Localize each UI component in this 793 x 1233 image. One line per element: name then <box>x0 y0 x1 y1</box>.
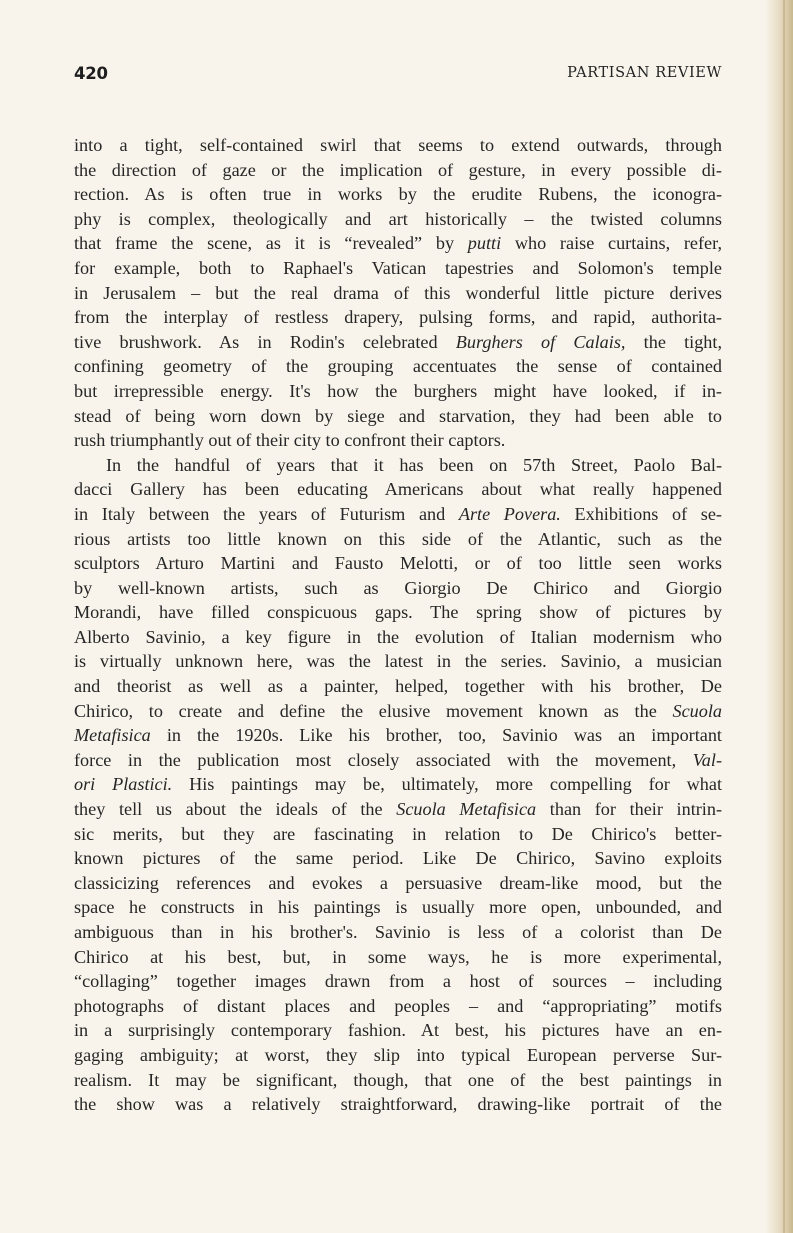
page-header <box>74 64 722 88</box>
text-line: rection. As is often true in works by the erudite Rubens, the iconogra- <box>74 184 722 205</box>
italic-title: ori Plastici. <box>74 774 173 795</box>
text-line: the direction of gaze or the implication of gesture, in every possible di- <box>74 159 722 180</box>
paragraph-start-line: In the handful of years that it has been on 57th Street, Paolo Bal- <box>106 454 722 475</box>
text-line: the show was a relatively straightforward, drawing-like portrait of the <box>74 1094 722 1115</box>
text-line: Chirico at his best, but, in some ways, he is more experimental, <box>74 946 722 967</box>
text-line: phy is complex, theologically and art historically – the twisted columns <box>74 208 722 229</box>
text-run: Exhibitions of se- <box>560 503 722 524</box>
text-line: space he constructs in his paintings is usually more open, unbounded, and <box>74 897 722 918</box>
text-line <box>74 330 722 355</box>
text-line <box>74 772 722 797</box>
text-run: in Italy between the years of Futurism and <box>74 503 459 524</box>
text-run: His paintings may be, ultimately, more compelling for what <box>172 774 723 795</box>
italic-term: Scuola Metafisica <box>396 799 537 820</box>
text-line: sculptors Arturo Martini and Fausto Melotti, or of too little seen works <box>74 553 722 574</box>
text-line: rious artists too little known on this side of the Atlantic, such as the <box>74 528 722 549</box>
text-line: from the interplay of restless drapery, pulsing forms, and rapid, authorita- <box>74 307 722 328</box>
text-line: sic merits, but they are fascinating in relation to De Chirico's better- <box>74 823 722 844</box>
page-spine-shadow <box>765 0 793 1233</box>
text-line: by well-known artists, such as Giorgio De Chirico and Giorgio <box>74 577 722 598</box>
text-run: in the 1920s. Like his brother, too, Savinio was an important <box>150 725 722 746</box>
page-edge <box>783 0 785 1233</box>
text-line: and theorist as well as a painter, helped, together with his brother, De <box>74 676 722 697</box>
italic-term: Arte Povera. <box>458 503 561 524</box>
text-line: for example, both to Raphael's Vatican tapestries and Solomon's temple <box>74 257 722 278</box>
text-line: realism. It may be significant, though, that one of the best paintings in <box>74 1069 722 1090</box>
text-line <box>74 231 722 256</box>
text-line: dacci Gallery has been educating Americans about what really happened <box>74 479 722 500</box>
text-line: known pictures of the same period. Like De Chirico, Savino exploits <box>74 848 722 869</box>
text-line: stead of being worn down by siege and starvation, they had been able to <box>74 405 722 426</box>
page-number: 420 <box>74 64 108 83</box>
text-run: tive brushwork. As in Rodin's celebrated <box>74 331 456 352</box>
text-run: they tell us about the ideals of the <box>74 799 397 820</box>
text-line: confining geometry of the grouping accentuates the sense of contained <box>74 356 722 377</box>
text-line: but irrepressible energy. It's how the burghers might have looked, if in- <box>74 380 722 401</box>
italic-title: Burghers of Calais, <box>455 331 626 352</box>
text-line: classicizing references and evokes a persuasive dream-like mood, but the <box>74 872 722 893</box>
text-line <box>74 748 722 773</box>
text-run: that frame the scene, as it is “revealed” by <box>74 233 468 254</box>
italic-term: putti <box>467 233 502 254</box>
text-line <box>74 502 722 527</box>
italic-term: Scuola <box>672 700 722 721</box>
text-line: Alberto Savinio, a key figure in the evolution of Italian modernism who <box>74 626 722 647</box>
running-head: PARTISAN REVIEW <box>567 65 722 81</box>
text-line: in Jerusalem – but the real drama of this wonderful little picture derives <box>74 282 722 303</box>
text-run: force in the publication most closely associated with the movement, <box>74 749 693 770</box>
text-line <box>74 723 722 748</box>
text-line: Morandi, have filled conspicuous gaps. The spring show of pictures by <box>74 602 722 623</box>
text-line: ambiguous than in his brother's. Savinio is less of a colorist than De <box>74 922 722 942</box>
text-line: gaging ambiguity; at worst, they slip into typical European perverse Sur- <box>74 1044 722 1065</box>
text-line: is virtually unknown here, was the latest in the series. Savinio, a musician <box>74 651 722 672</box>
text-line: rush triumphantly out of their city to confront their captors. <box>74 430 506 451</box>
text-line: in a surprisingly contemporary fashion. At best, his pictures have an en- <box>74 1020 722 1041</box>
text-line <box>74 797 722 822</box>
text-run: the tight, <box>625 331 722 352</box>
text-run: who raise curtains, refer, <box>501 233 722 254</box>
text-line: into a tight, self-contained swirl that seems to extend outwards, through <box>74 135 722 155</box>
text-line <box>74 699 722 724</box>
italic-term: Metafisica <box>74 725 151 746</box>
text-run: than for their intrin- <box>536 799 723 820</box>
text-line: photographs of distant places and peoples – and “appropriating” motifs <box>74 995 722 1016</box>
italic-title: Val- <box>692 749 722 770</box>
text-run: Chirico, to create and define the elusive movement known as the <box>74 700 673 721</box>
text-line: “collaging” together images drawn from a host of sources – including <box>74 971 722 992</box>
body-text <box>74 133 722 1117</box>
